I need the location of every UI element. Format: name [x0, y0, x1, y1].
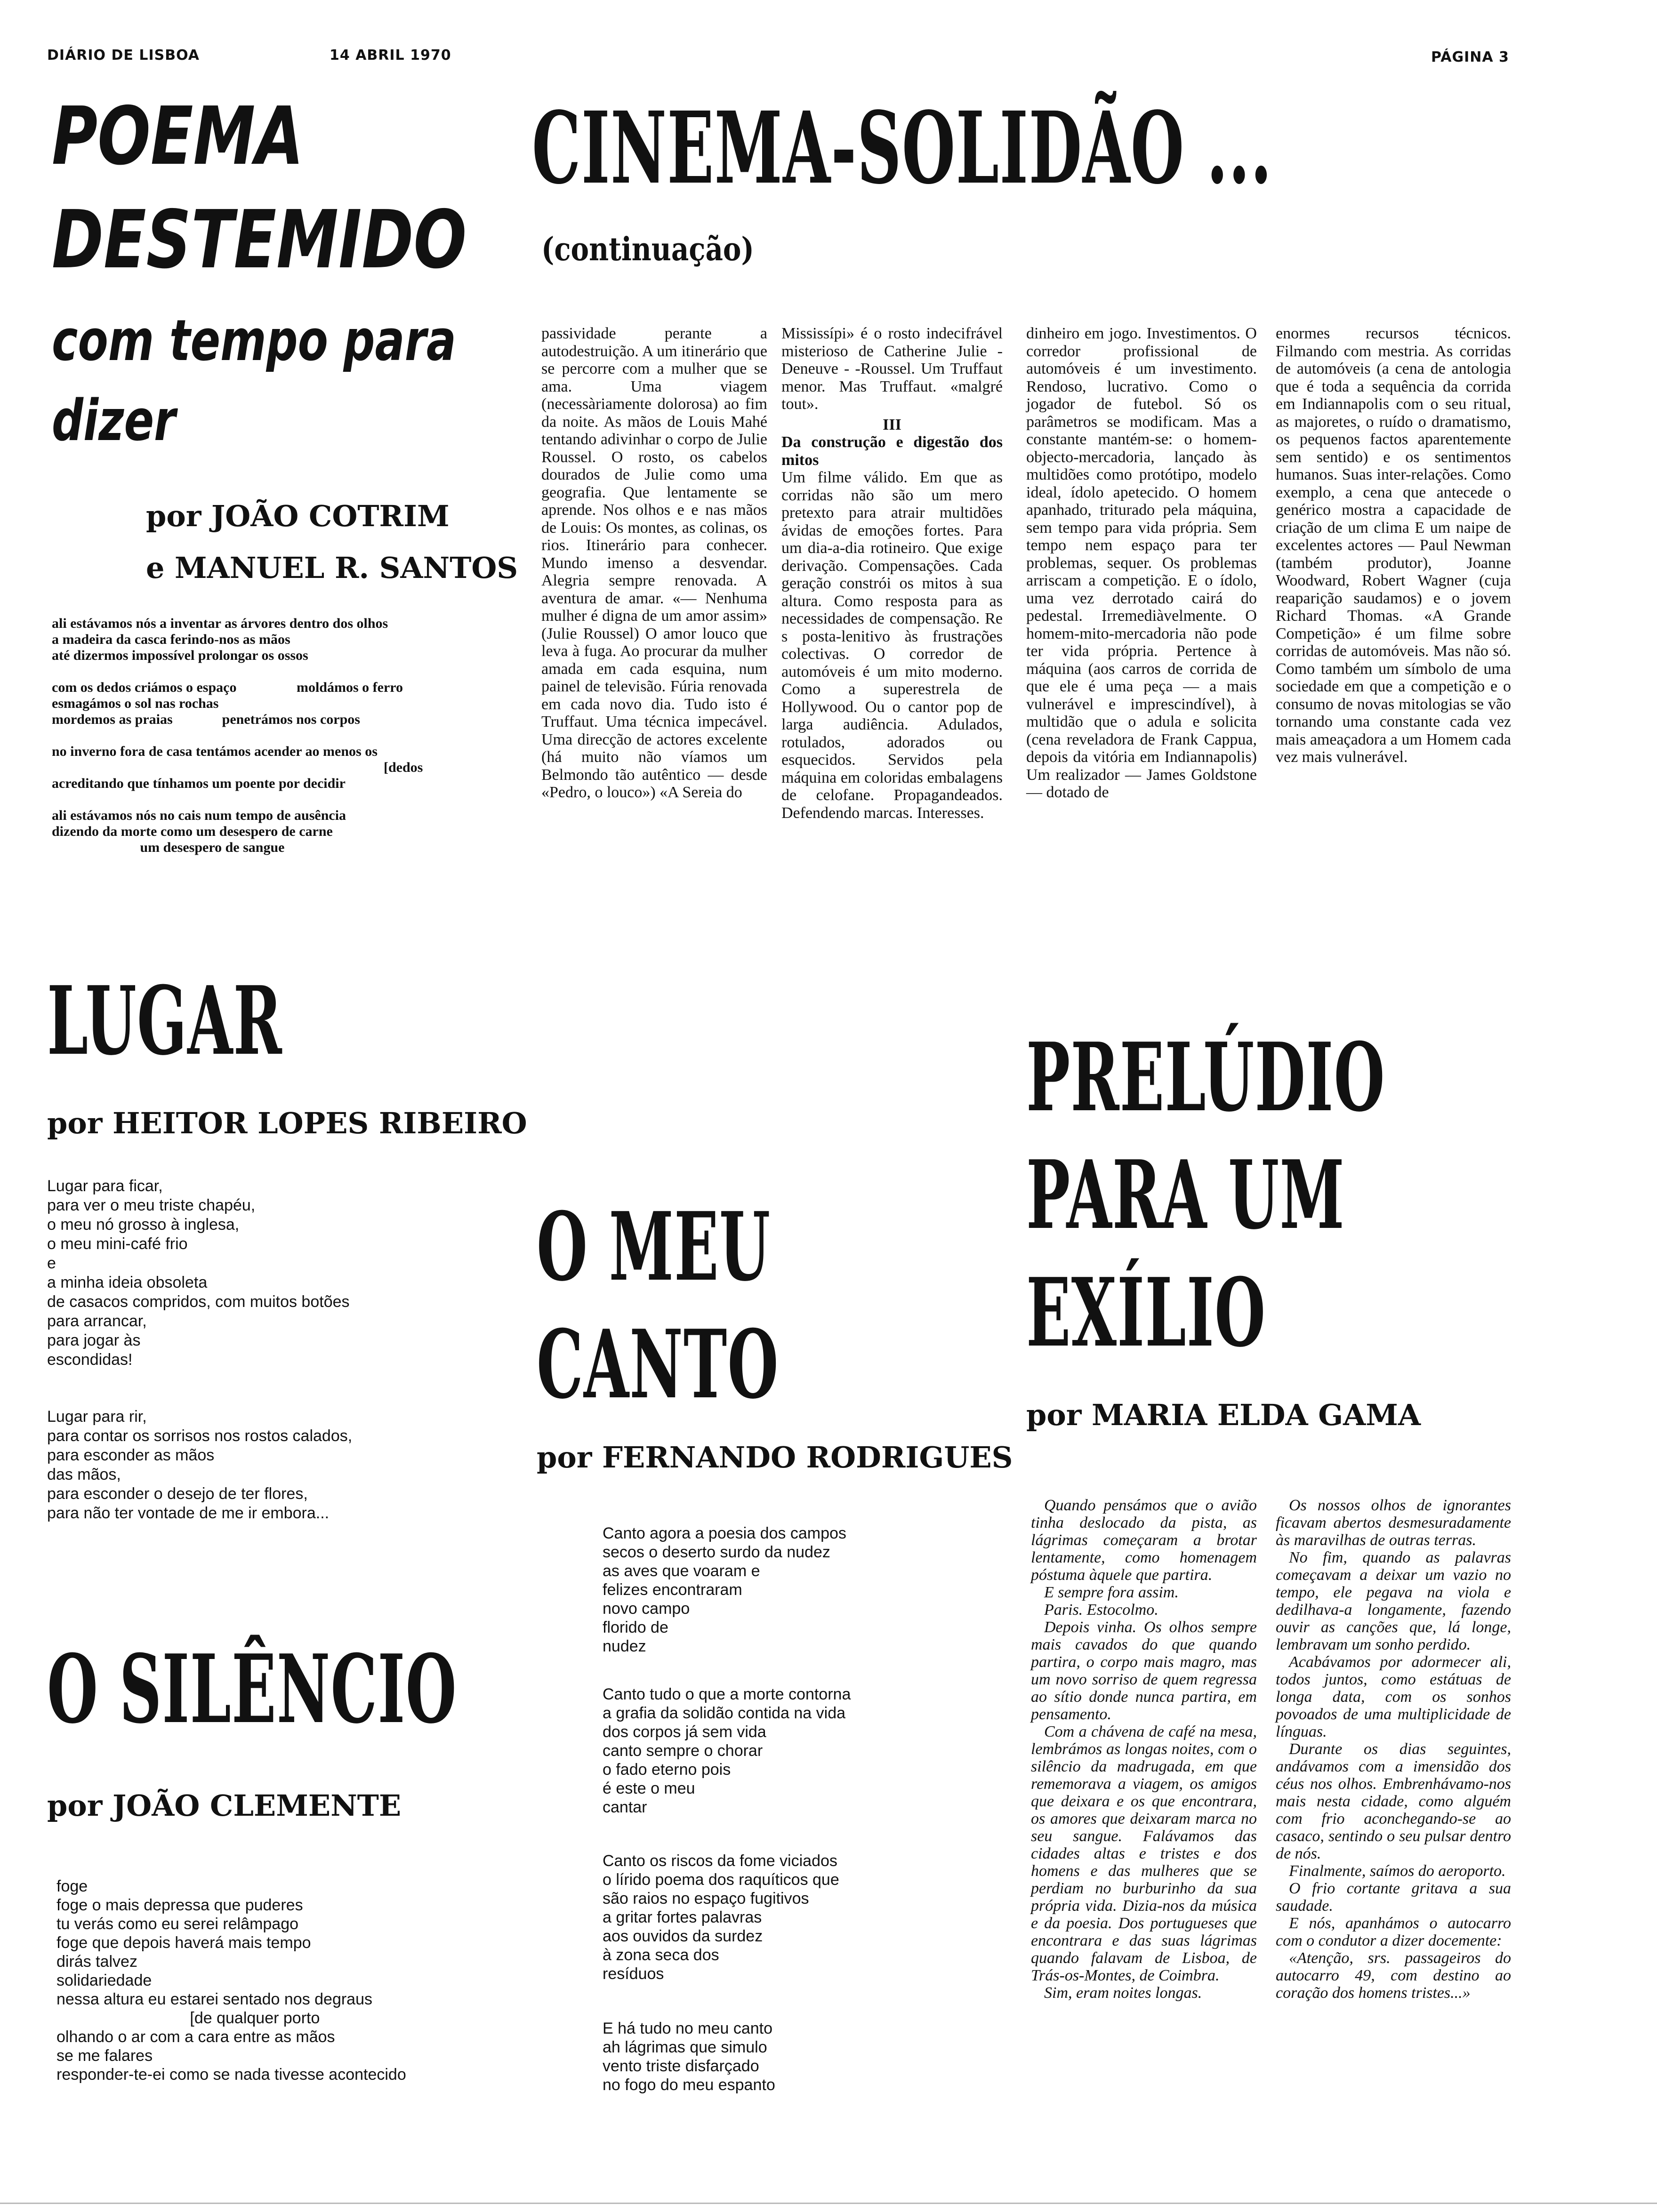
poem-line: das mãos, — [47, 1466, 121, 1483]
cinema-column-1 — [541, 325, 767, 801]
poem-line: a madeira da casca ferindo-nos as mãos — [52, 632, 290, 647]
poem-line: dos corpos já sem vida — [603, 1723, 766, 1741]
paragraph: «Atenção, srs. passageiros do autocarro 49, com destino ao coração dos homens tristes...» — [1276, 1949, 1511, 2002]
poema-title-line3: com tempo para — [52, 308, 457, 374]
poem-line: até dizermos impossível prolongar os ossos — [52, 648, 308, 663]
poem-line: a gritar fortes palavras — [603, 1908, 762, 1926]
paragraph: Sim, eram noites longas. — [1044, 1984, 1202, 2002]
poem-line: foge que depois haverá mais tempo — [56, 1934, 311, 1952]
preludio-column-1 — [1031, 1497, 1257, 2002]
paragraph: No fim, quando as palavras começavam a deixar um vazio no tempo, ele pegava na viola e dedilhava-a longamente, fazendo ouvir as canções que, lá longe, lembravam um sonho perdido. — [1276, 1549, 1511, 1653]
poem-line: E há tudo no meu canto — [603, 2020, 773, 2037]
preludio-title-line3: EXÍLIO — [1026, 1258, 1266, 1368]
poem-line: solidariedade — [56, 1972, 152, 1989]
paragraph: E nós, apanhámos o autocarro com o condutor a dizer docemente: — [1276, 1915, 1511, 1949]
poem-line: para esconder as mãos — [47, 1446, 215, 1464]
meucanto-title-line2: CANTO — [537, 1309, 779, 1420]
paragraph: Os nossos olhos de ignorantes ficavam abertos desmesuradamente às maravilhas de outras terras. — [1276, 1497, 1511, 1549]
poem-line: no inverno fora de casa tentámos acender ao menos os — [52, 744, 378, 759]
poem-line: acreditando que tínhamos um poente por decidir — [52, 776, 346, 791]
poem-line: resíduos — [603, 1965, 664, 1983]
poema-title-line4: dizer — [52, 388, 176, 454]
paragraph: Durante os dias seguintes, andávamos com a imensidão dos céus nos olhos. Embrenhávamo-nos mais nesta cidade, como alguém com frio aconchegando-se ao casaco, sentindo o seu pulsar dentro de nós. — [1276, 1740, 1511, 1862]
poem-line: a minha ideia obsoleta — [47, 1274, 208, 1291]
lugar-stanza-1 — [47, 1177, 350, 1370]
lugar-byline: por HEITOR LOPES RIBEIRO — [47, 1106, 527, 1140]
lugar-stanza-2 — [47, 1407, 352, 1523]
cinema-section-number: III — [883, 416, 901, 433]
page-bottom-rule — [0, 2203, 1657, 2204]
poem-line: Canto tudo o que a morte contorna — [603, 1685, 851, 1703]
poem-line: Canto os riscos da fome viciados — [603, 1852, 837, 1870]
poem-line: o meu mini-café frio — [47, 1235, 188, 1253]
poem-line: e — [47, 1254, 56, 1272]
meucanto-byline: por FERNANDO RODRIGUES — [537, 1440, 1013, 1475]
poem-line: as aves que voaram e — [603, 1562, 760, 1580]
cinema-col4-text: enormes recursos técnicos. Filmando com mestria. As corridas de automóveis (a cena de antologia que é toda a sequência da corrida em Indiannapolis com o seu ritual, as majoretes, o ruído o dramatismo, os pequenos factos aparentemente sem sentido) e os sentimentos humanos. Suas inter-relações. Como exemplo, a cena que antecede o genérico mostra a capacidade de criação de um clima E um naipe de excelentes actores — Paul Newman (também produtor), Joanne Woodward, Robert Wagner (cuja reaparição saudamos) e o jovem Richard Thomas. «A Grande Competição» é um filme sobre corridas de automóveis. Mas não só. Como também um símbolo de uma sociedade em que a competição e o consumo de novas mitologias se vão tornando uma constante cada vez mais ameaçadora a um Homem cada vez mais vulnerável. — [1276, 325, 1511, 766]
poem-line: olhando o ar com a cara entre as mãos — [56, 2028, 335, 2046]
cinema-col2a-text: Mississípi» é o rosto indecifrável misterioso de Catherine Julie - Deneuve - -Roussel. Um Truffaut menor. Mas Truffaut. «malgré tout». — [781, 325, 1003, 413]
poem-line: nudez — [603, 1637, 646, 1655]
poem-line: de casacos compridos, com muitos botões — [47, 1293, 350, 1311]
poema-byline2: e MANUEL R. SANTOS — [146, 551, 518, 585]
poem-line: é este o meu — [603, 1779, 695, 1797]
poem-line: aos ouvidos da surdez — [603, 1927, 763, 1945]
page-number: PÁGINA 3 — [1431, 49, 1509, 65]
poem-line: dizendo da morte como um desespero de carne — [52, 824, 333, 839]
poem-line: ali estávamos nós no cais num tempo de ausência — [52, 808, 346, 823]
poem-line: o fado eterno pois — [603, 1761, 731, 1779]
poem-line: dirás talvez — [56, 1953, 137, 1971]
poem-line: cantar — [603, 1798, 647, 1816]
poem-line — [52, 792, 423, 808]
paragraph: Depois vinha. Os olhos sempre mais cavados do que quando partira, o corpo mais magro, mas um novo sorriso de quem regressa ao sítio donde nunca partira, em pensamento. — [1031, 1619, 1257, 1723]
poem-line — [52, 664, 423, 680]
poem-line: novo campo — [603, 1600, 690, 1618]
poem-line: um desespero de sangue — [52, 840, 285, 855]
poem-line: felizes encontraram — [603, 1581, 742, 1599]
poem-line: florido de — [603, 1619, 668, 1636]
cinema-column-4 — [1276, 325, 1511, 766]
preludio-title-line1: PRELÚDIO — [1026, 1022, 1385, 1133]
cinema-title: CINEMA-SOLIDÃO ... — [532, 90, 1272, 206]
poem-line: o lírido poema dos raquíticos que — [603, 1871, 839, 1889]
poem-line: Lugar para rir, — [47, 1408, 147, 1426]
poem-line: o meu nó grosso à inglesa, — [47, 1216, 240, 1234]
paragraph: Com a chávena de café na mesa, lembrámos as longas noites, com o silêncio da madrugada, em que rememorava a viagem, os amigos que deixara e os que encontrara, os amores que deixaram marca no seu sangue. Falávamos das cidades altas e tristes e dos homens e das mulheres que se perdiam no burburinho da sua própria vida. Dizia-nos da música e da poesia. Dos portugueses que encontrara e das suas lágrimas quando falavam de Lisboa, de Trás-os-Montes, de Coimbra. — [1031, 1723, 1257, 1984]
meucanto-stanza-2 — [603, 1685, 851, 1817]
cinema-section-title: Da construção e digestão dos mitos — [781, 433, 1003, 469]
poem-line: ah lágrimas que simulo — [603, 2038, 767, 2056]
cinema-column-2 — [781, 325, 1003, 822]
preludio-column-2 — [1276, 1497, 1511, 2002]
poem-line: para contar os sorrisos nos rostos calados, — [47, 1427, 353, 1445]
poem-line: secos o deserto surdo da nudez — [603, 1543, 830, 1561]
cinema-subtitle: (continuação) — [541, 231, 754, 268]
poem-line: vento triste disfarçado — [603, 2057, 759, 2075]
poem-line: são raios no espaço fugitivos — [603, 1890, 809, 1907]
poem-line: com os dedos criámos o espaço moldámos o ferro — [52, 680, 403, 695]
silencio-title: O SILÊNCIO — [47, 1634, 457, 1745]
poem-line: à zona seca dos — [603, 1946, 719, 1964]
poem-line: para esconder o desejo de ter flores, — [47, 1485, 308, 1503]
paragraph: O frio cortante gritava a sua saudade. — [1276, 1880, 1511, 1915]
poema-byline1: por JOÃO COTRIM — [146, 499, 450, 533]
preludio-title-line2: PARA UM — [1026, 1140, 1345, 1250]
poem-line: escondidas! — [47, 1351, 133, 1369]
poem-line: esmagámos o sol nas rochas — [52, 696, 219, 711]
poem-line: para arrancar, — [47, 1312, 147, 1330]
silencio-byline: por JOÃO CLEMENTE — [47, 1788, 402, 1823]
cinema-col1-text: passividade perante a autodestruição. A um itinerário que se percorre com a mulher que se ama. Uma viagem (necessàriamente dolorosa) ao fim da noite. As mãos de Louis Mahé tentando adivinhar o corpo de Julie Roussel. O rosto, os cabelos dourados de Julie como uma geografia. Que lentamente se aprende. Nos olhos e e nas mãos de Louis: Os montes, as colinas, os rios. Itinerário para conhecer. Mundo imenso a desvendar. Alegria sempre renovada. A aventura de amar. «— Nenhuma mulher é digna de um amor assim» (Julie Roussel) O amor louco que leva à fuga. Ao procurar da mulher amada em cada esquina, num painel de televisão. Fúria renovada em cada novo dia. Tudo isto é Truffaut. Uma técnica impecável. Uma direcção de actores excelente (há muito não víamos um Belmondo tão autêntico — desde «Pedro, o louco») «A Sereia do — [541, 325, 767, 801]
newspaper-name: DIÁRIO DE LISBOA — [47, 47, 200, 64]
poem-line: Lugar para ficar, — [47, 1177, 163, 1195]
paragraph: E sempre fora assim. — [1044, 1584, 1179, 1601]
cinema-col2b-text: Um filme válido. Em que as corridas não são um mero pretexto para atrair multidões ávidas de emoções fortes. Para um dia-a-dia rotineiro. Que exige derivação. Compensações. Cada geração constrói os mitos à sua altura. Como resposta para as necessidades de compensação. Re s posta-lenitivo às frustrações colectivas. O corredor de automóveis é um mito moderno. Como a superestrela de Hollywood. Ou o cantor pop de larga audiência. Adulados, rotulados, adorados ou esquecidos. Servidos pela máquina em coloridas embalagens de celofane. Propagandeados. Defendendo marcas. Interesses. — [781, 469, 1003, 822]
poem-line: foge — [56, 1877, 88, 1895]
poem-line: [dedos — [52, 760, 423, 775]
issue-date: 14 ABRIL 1970 — [330, 47, 451, 64]
poem-line: para não ter vontade de me ir embora... — [47, 1504, 330, 1522]
poem-line: mordemos as praias penetrámos nos corpos — [52, 712, 360, 727]
paragraph: Finalmente, saímos do aeroporto. — [1289, 1862, 1506, 1880]
poem-line: foge o mais depressa que puderes — [56, 1896, 303, 1914]
poem-line: tu verás como eu serei relâmpago — [56, 1915, 299, 1933]
poem-line — [52, 728, 423, 744]
cinema-column-3 — [1026, 325, 1257, 801]
poem-line: responder-te-ei como se nada tivesse acontecido — [56, 2066, 406, 2084]
poem-line: Canto agora a poesia dos campos — [603, 1524, 846, 1542]
meucanto-stanza-1 — [603, 1524, 846, 1656]
poem-line: [de qualquer porto — [56, 2009, 320, 2027]
silencio-body — [56, 1877, 406, 2084]
paragraph: Quando pensámos que o avião tinha deslocado da pista, as lágrimas começaram a brotar lentamente, como homenagem póstuma àquele que partira. — [1031, 1497, 1257, 1584]
paragraph: Acabávamos por adormecer ali, todos juntos, como estátuas de longa data, com os sonhos povoados de uma multiplicidade de línguas. — [1276, 1653, 1511, 1740]
poema-title-line1: POEMA — [52, 90, 304, 183]
poem-line: ali estávamos nós a inventar as árvores dentro dos olhos — [52, 616, 388, 631]
poem-line: para jogar às — [47, 1331, 141, 1349]
lugar-title: LUGAR — [47, 966, 282, 1076]
poem-line: canto sempre o chorar — [603, 1742, 763, 1760]
meucanto-stanza-4 — [603, 2019, 775, 2094]
poem-line: a grafia da solidão contida na vida — [603, 1704, 846, 1722]
poem-line: se me falares — [56, 2047, 153, 2065]
paragraph: Paris. Estocolmo. — [1044, 1601, 1158, 1619]
poem-line: para ver o meu triste chapéu, — [47, 1196, 256, 1214]
poema-title-line2: DESTEMIDO — [52, 193, 467, 287]
poem-line: nessa altura eu estarei sentado nos degraus — [56, 1990, 373, 2008]
poema-body — [52, 616, 423, 856]
meucanto-title-line1: O MEU — [537, 1192, 771, 1302]
meucanto-stanza-3 — [603, 1851, 839, 1983]
cinema-col3-text: dinheiro em jogo. Investimentos. O corredor profissional de automóveis é um investimento. Rendoso, lucrativo. Como o jogador de futebol. Só os parâmetros se modificam. Mas a constante mantém-se: o homem-objecto-mercadoria, lançado às multidões como protótipo, modelo ideal, ídolo apetecido. O homem apanhado, triturado pela máquina, sem tempo para vida própria. Sem tempo nem espaço para ter problemas, sequer. Os problemas arriscam a competição. E o ídolo, uma vez derrotado cairá do pedestal. Irremediàvelmente. O homem-mito-mercadoria não pode ter vida própria. Pertence à máquina (aos carros de corrida de que ele é uma peça — a mais vulnerável e imprescindível), à multidão que o adula e solicita (cena reveladora de Frank Cappua, depois da vitória em Indiannapolis) Um realizador — James Goldstone — dotado de — [1026, 325, 1257, 801]
preludio-byline: por MARIA ELDA GAMA — [1026, 1398, 1421, 1432]
poem-line: no fogo do meu espanto — [603, 2076, 775, 2094]
